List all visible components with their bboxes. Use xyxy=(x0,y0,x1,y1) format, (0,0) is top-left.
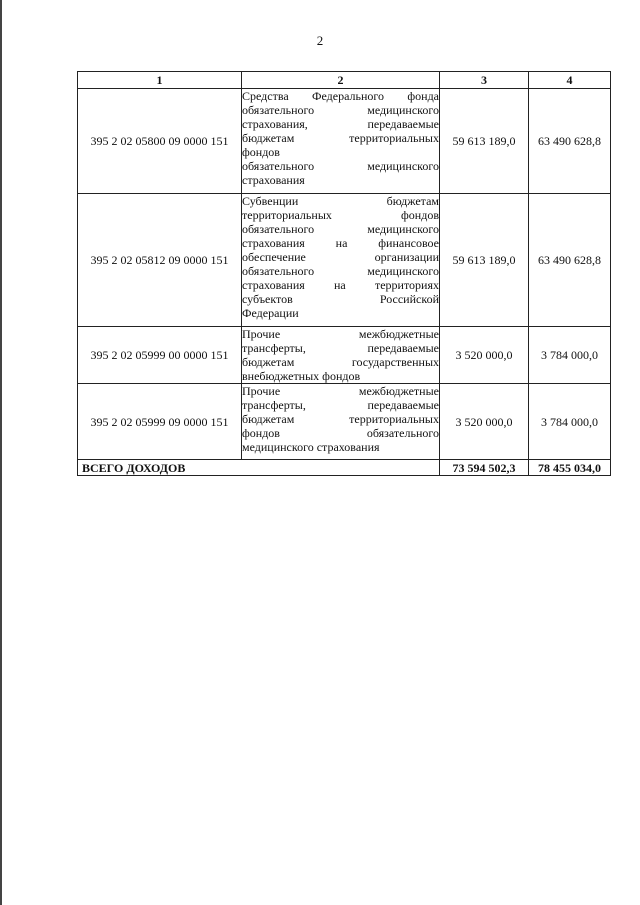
amount-col4-cell: 3 784 000,0 xyxy=(529,384,611,460)
income-name-cell xyxy=(242,384,440,460)
budget-code-cell: 395 2 02 05999 00 0000 151 xyxy=(78,327,242,384)
income-name-line: фондов xyxy=(242,145,280,159)
income-table xyxy=(77,71,611,476)
income-name-line: страхования на финансовое xyxy=(242,236,439,250)
amount-col3-cell: 3 520 000,0 xyxy=(440,327,529,384)
income-name-line: внебюджетных фондов xyxy=(242,369,361,383)
table-row xyxy=(78,194,611,327)
income-name-cell xyxy=(242,89,440,194)
total-row xyxy=(78,460,611,476)
income-name-line: обязательного медицинского xyxy=(242,103,439,117)
income-name-line: бюджетам территориальных xyxy=(242,412,439,426)
budget-code-cell: 395 2 02 05999 09 0000 151 xyxy=(78,384,242,460)
table-row xyxy=(78,327,611,384)
amount-col4-cell: 63 490 628,8 xyxy=(529,89,611,194)
table-row xyxy=(78,384,611,460)
column-header-3: 3 xyxy=(440,72,529,89)
income-name-line: Субвенции бюджетам xyxy=(242,194,439,208)
column-header-2: 2 xyxy=(242,72,440,89)
income-name-line: субъектов Российской xyxy=(242,292,439,306)
income-name-line: Прочие межбюджетные xyxy=(242,384,439,398)
income-name-line: бюджетам территориальных xyxy=(242,131,439,145)
income-name-line: Прочие межбюджетные xyxy=(242,327,439,341)
income-name-line: трансферты, передаваемые xyxy=(242,398,439,412)
amount-col3-cell: 59 613 189,0 xyxy=(440,89,529,194)
income-name-cell xyxy=(242,194,440,327)
income-name-line: обязательного медицинского xyxy=(242,264,439,278)
income-name-line: обязательного медицинского xyxy=(242,222,439,236)
income-name-line: обязательного медицинского xyxy=(242,159,439,173)
income-name-line: страхования на территориях xyxy=(242,278,439,292)
income-name-line: территориальных фондов xyxy=(242,208,439,222)
page-left-edge xyxy=(0,0,2,905)
budget-code-cell: 395 2 02 05800 09 0000 151 xyxy=(78,89,242,194)
amount-col3-cell: 59 613 189,0 xyxy=(440,194,529,327)
table-row xyxy=(78,89,611,194)
total-label: ВСЕГО ДОХОДОВ xyxy=(78,460,440,476)
total-col3: 73 594 502,3 xyxy=(440,460,529,476)
table-header-row xyxy=(78,72,611,89)
income-name-line: страхования xyxy=(242,173,305,187)
total-col4: 78 455 034,0 xyxy=(529,460,611,476)
budget-code-cell: 395 2 02 05812 09 0000 151 xyxy=(78,194,242,327)
income-name-line: обеспечение организации xyxy=(242,250,439,264)
page-number: 2 xyxy=(316,33,324,48)
income-name-line: медицинского страхования xyxy=(242,440,380,454)
amount-col4-cell: 63 490 628,8 xyxy=(529,194,611,327)
income-name-cell xyxy=(242,327,440,384)
income-name-line: Средства Федерального фонда xyxy=(242,89,439,103)
column-header-1: 1 xyxy=(78,72,242,89)
table-body xyxy=(78,89,611,476)
amount-col3-cell: 3 520 000,0 xyxy=(440,384,529,460)
income-name-line: бюджетам государственных xyxy=(242,355,439,369)
column-header-4: 4 xyxy=(529,72,611,89)
income-name-line: страхования, передаваемые xyxy=(242,117,439,131)
income-name-line: фондов обязательного xyxy=(242,426,439,440)
income-name-line: Федерации xyxy=(242,306,299,320)
income-name-line: трансферты, передаваемые xyxy=(242,341,439,355)
amount-col4-cell: 3 784 000,0 xyxy=(529,327,611,384)
